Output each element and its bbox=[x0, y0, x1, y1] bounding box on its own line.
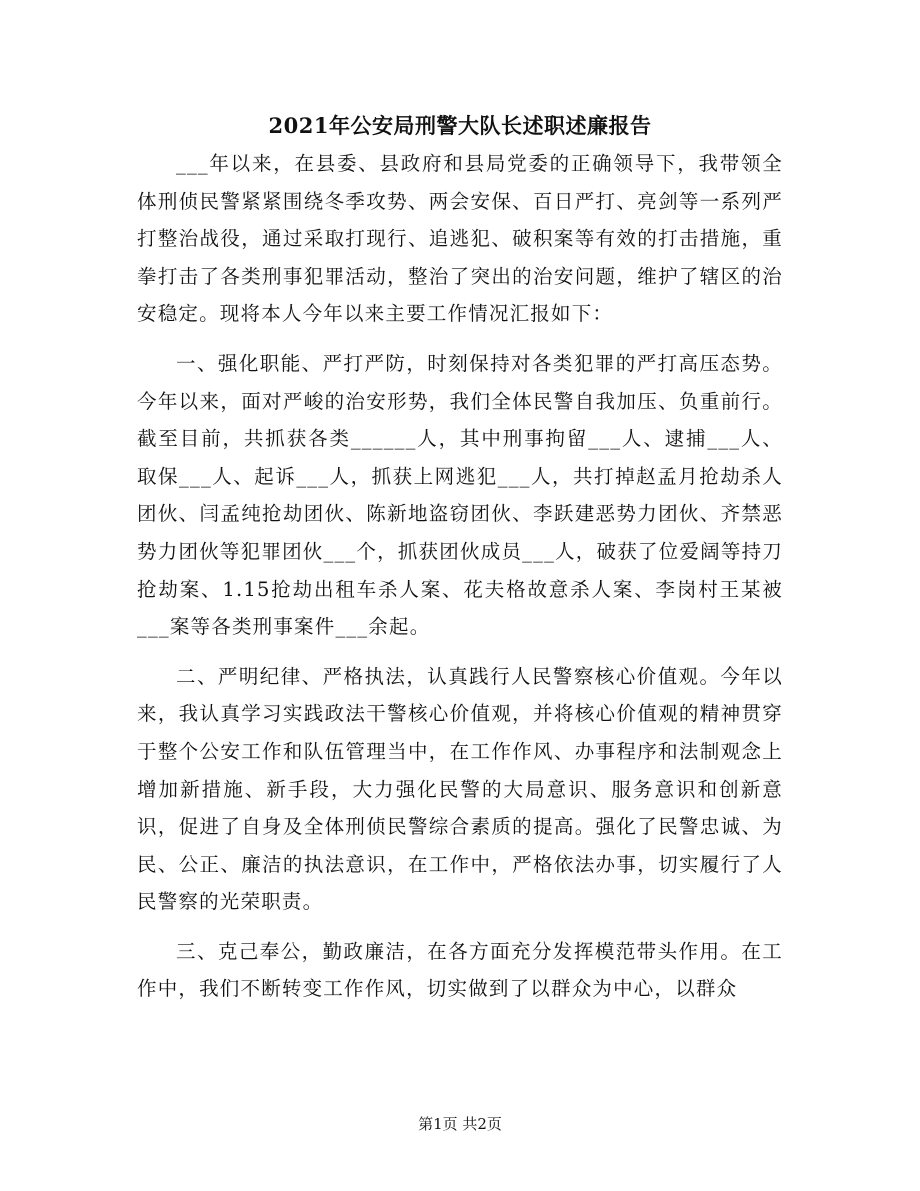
paragraph-intro: ___年以来，在县委、县政府和县局党委的正确领导下，我带领全体刑侦民警紧紧围绕冬季攻势、两会安保、百日严打、亮剑等一系列严打整治战役，通过采取打现行、追逃犯、破积案等有效的打击措施，重拳打击了各类刑事犯罪活动，整治了突出的治安问题，维护了辖区的治安稳定。现将本人今年以来主要工作情况汇报如下： bbox=[137, 152, 783, 326]
document-title: 2021年公安局刑警大队长述职述廉报告 bbox=[268, 113, 652, 138]
document-body bbox=[137, 145, 783, 1020]
page-number: 第1页 共2页 bbox=[418, 1115, 502, 1133]
paragraph-section-1: 一、强化职能、严打严防，时刻保持对各类犯罪的严打高压态势。今年以来，面对严峻的治安形势，我们全体民警自我加压、负重前行。截至目前，共抓获各类______人，其中刑事拘留___人、逮捕___人、取保___人、起诉___人，抓获上网逃犯___人，共打掉赵孟月抢劫杀人团伙、闫孟纯抢劫团伙、陈新地盗窃团伙、李跃建恶势力团伙、齐禁恶势力团伙等犯罪团伙___个，抓获团伙成员___人，破获了位爱阔等持刀抢劫案、1.15抢劫出租车杀人案、花夫格故意杀人案、李岗村王某被___案等各类刑事案件___余起。 bbox=[137, 351, 783, 639]
paragraph-section-3: 三、克己奉公，勤政廉洁，在各方面充分发挥模范带头作用。在工作中，我们不断转变工作作风，切实做到了以群众为中心，以群众 bbox=[137, 939, 783, 1001]
paragraph-section-2: 二、严明纪律、严格执法，认真践行人民警察核心价值观。今年以来，我认真学习实践政法干警核心价值观，并将核心价值观的精神贯穿于整个公安工作和队伍管理当中，在工作作风、办事程序和法制观念上增加新措施、新手段，大力强化民警的大局意识、服务意识和创新意识，促进了自身及全体刑侦民警综合素质的提高。强化了民警忠诚、为民、公正、廉洁的执法意识，在工作中，严格依法办事，切实履行了人民警察的光荣职责。 bbox=[137, 664, 783, 914]
